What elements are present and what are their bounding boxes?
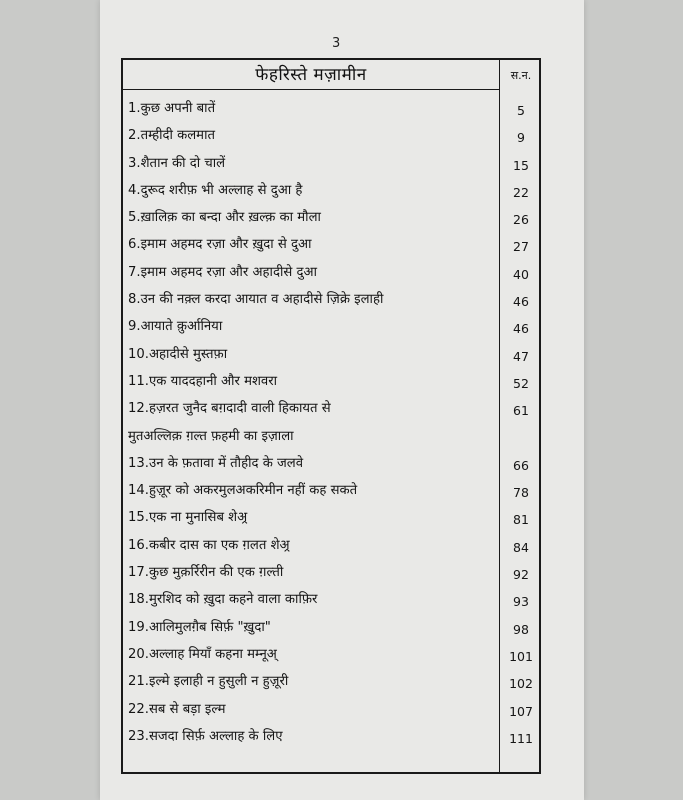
toc-entry — [123, 125, 541, 152]
toc-entry — [123, 617, 541, 644]
toc-entry — [123, 562, 541, 589]
toc-entry-title: 23.सजदा सिर्फ़ अल्लाह के लिए — [128, 728, 283, 744]
table-of-contents — [121, 58, 541, 774]
toc-entry — [123, 180, 541, 207]
toc-entry-title: 20.अल्लाह मियाँ कहना मम्नूअ् — [128, 646, 277, 662]
toc-entry-page: 101 — [509, 648, 533, 664]
toc-entries — [123, 98, 541, 753]
toc-entry-page: 98 — [513, 621, 529, 637]
toc-entry-page: 66 — [513, 457, 529, 473]
toc-entry-title: 14.हुज़ूर को अकरमुलअकरिमीन नहीं कह सकते — [128, 483, 358, 499]
toc-entry — [123, 726, 541, 753]
toc-entry-title: 2.तम्हीदी कलमात — [128, 128, 215, 144]
toc-entry — [123, 398, 541, 425]
toc-entry-page: 78 — [513, 485, 529, 501]
toc-entry-page: 47 — [513, 348, 529, 364]
toc-entry-title: 22.सब से बड़ा इल्म — [128, 701, 226, 717]
toc-entry-page: 22 — [513, 184, 529, 200]
toc-entry — [123, 371, 541, 398]
toc-entry-page: 92 — [513, 567, 529, 583]
toc-entry-title: 13.उन के फ़तावा में तौहीद के जलवे — [128, 455, 304, 471]
toc-entry-title: 17.कुछ मुक़र्रिरीन की एक ग़ल्ती — [128, 565, 284, 581]
toc-entry — [123, 234, 541, 261]
toc-entry-title: 21.इल्मे इलाही न हुसुली न हुज़ूरी — [128, 674, 289, 690]
toc-entry — [123, 589, 541, 616]
toc-entry-title: 4.दुरूद शरीफ़ भी अल्लाह से दुआ है — [128, 182, 303, 198]
toc-entry-page: 40 — [513, 266, 529, 282]
toc-entry-page: 102 — [509, 676, 533, 692]
toc-entry — [123, 671, 541, 698]
toc-entry — [123, 507, 541, 534]
toc-entry-page: 84 — [513, 539, 529, 555]
toc-entry-title: 15.एक ना मुनासिब शेअ्र — [128, 510, 248, 526]
toc-entry-page: 61 — [513, 403, 529, 419]
toc-entry — [123, 207, 541, 234]
toc-entry — [123, 535, 541, 562]
toc-entry-page: 93 — [513, 594, 529, 610]
toc-entry-title: 5.ख़ालिक़ का बन्दा और ख़ल्क़ का मौला — [128, 210, 321, 226]
toc-entry-title: 12.हज़रत जुनैद बग़दादी वाली हिकायत से — [128, 401, 331, 417]
toc-entry — [123, 426, 541, 453]
toc-title: फेहरिस्ते मज़ामीन — [255, 65, 367, 85]
toc-entry-page: 111 — [509, 730, 533, 746]
toc-entry — [123, 262, 541, 289]
toc-entry-page: 9 — [517, 130, 525, 146]
toc-entry-title: 8.उन की नक़्ल करदा आयात व अहादीसे ज़िक्रे इलाही — [128, 292, 384, 308]
toc-entry-title: 3.शैतान की दो चालें — [128, 155, 226, 171]
toc-entry-page: 27 — [513, 239, 529, 255]
toc-entry-page: 52 — [513, 375, 529, 391]
toc-entry — [123, 289, 541, 316]
toc-entry — [123, 480, 541, 507]
toc-entry-title: 11.एक याददहानी और मशवरा — [128, 373, 278, 389]
toc-entry — [123, 98, 541, 125]
toc-entry — [123, 453, 541, 480]
toc-entry-title: 16.कबीर दास का एक ग़लत शेअ्र — [128, 537, 290, 553]
title-underline — [123, 89, 499, 90]
toc-entry-page: 26 — [513, 212, 529, 228]
toc-entry — [123, 316, 541, 343]
toc-entry-title: 19.आलिमुलग़ैब सिर्फ़ "ख़ुदा" — [128, 619, 271, 635]
toc-entry — [123, 699, 541, 726]
page-number: 3 — [332, 36, 341, 51]
toc-entry — [123, 644, 541, 671]
toc-entry — [123, 344, 541, 371]
toc-entry-page: 46 — [513, 294, 529, 310]
toc-entry-page: 15 — [513, 157, 529, 173]
page-column-header: स.न. — [510, 69, 532, 82]
toc-entry-page: 5 — [517, 103, 525, 118]
toc-entry-title: 9.आयाते क़ुर्आनिया — [128, 319, 223, 335]
toc-entry-title: 18.मुरशिद को ख़ुदा कहने वाला काफ़िर — [128, 592, 318, 608]
toc-entry-page: 107 — [509, 703, 533, 719]
toc-entry-title: 1.कुछ अपनी बातें — [128, 101, 216, 116]
toc-entry-title: 10.अहादीसे मुस्तफ़ा — [128, 346, 228, 362]
toc-entry-title: 6.इमाम अहमद रज़ा और ख़ुदा से दुआ — [128, 237, 312, 253]
toc-entry-title: मुतअल्लिक़ ग़ल्त फ़हमी का इज़ाला — [128, 428, 294, 444]
toc-entry-page: 46 — [513, 321, 529, 337]
toc-entry-page: 81 — [513, 512, 529, 528]
toc-entry — [123, 153, 541, 180]
toc-entry-title: 7.इमाम अहमद रज़ा और अहादीसे दुआ — [128, 264, 317, 280]
